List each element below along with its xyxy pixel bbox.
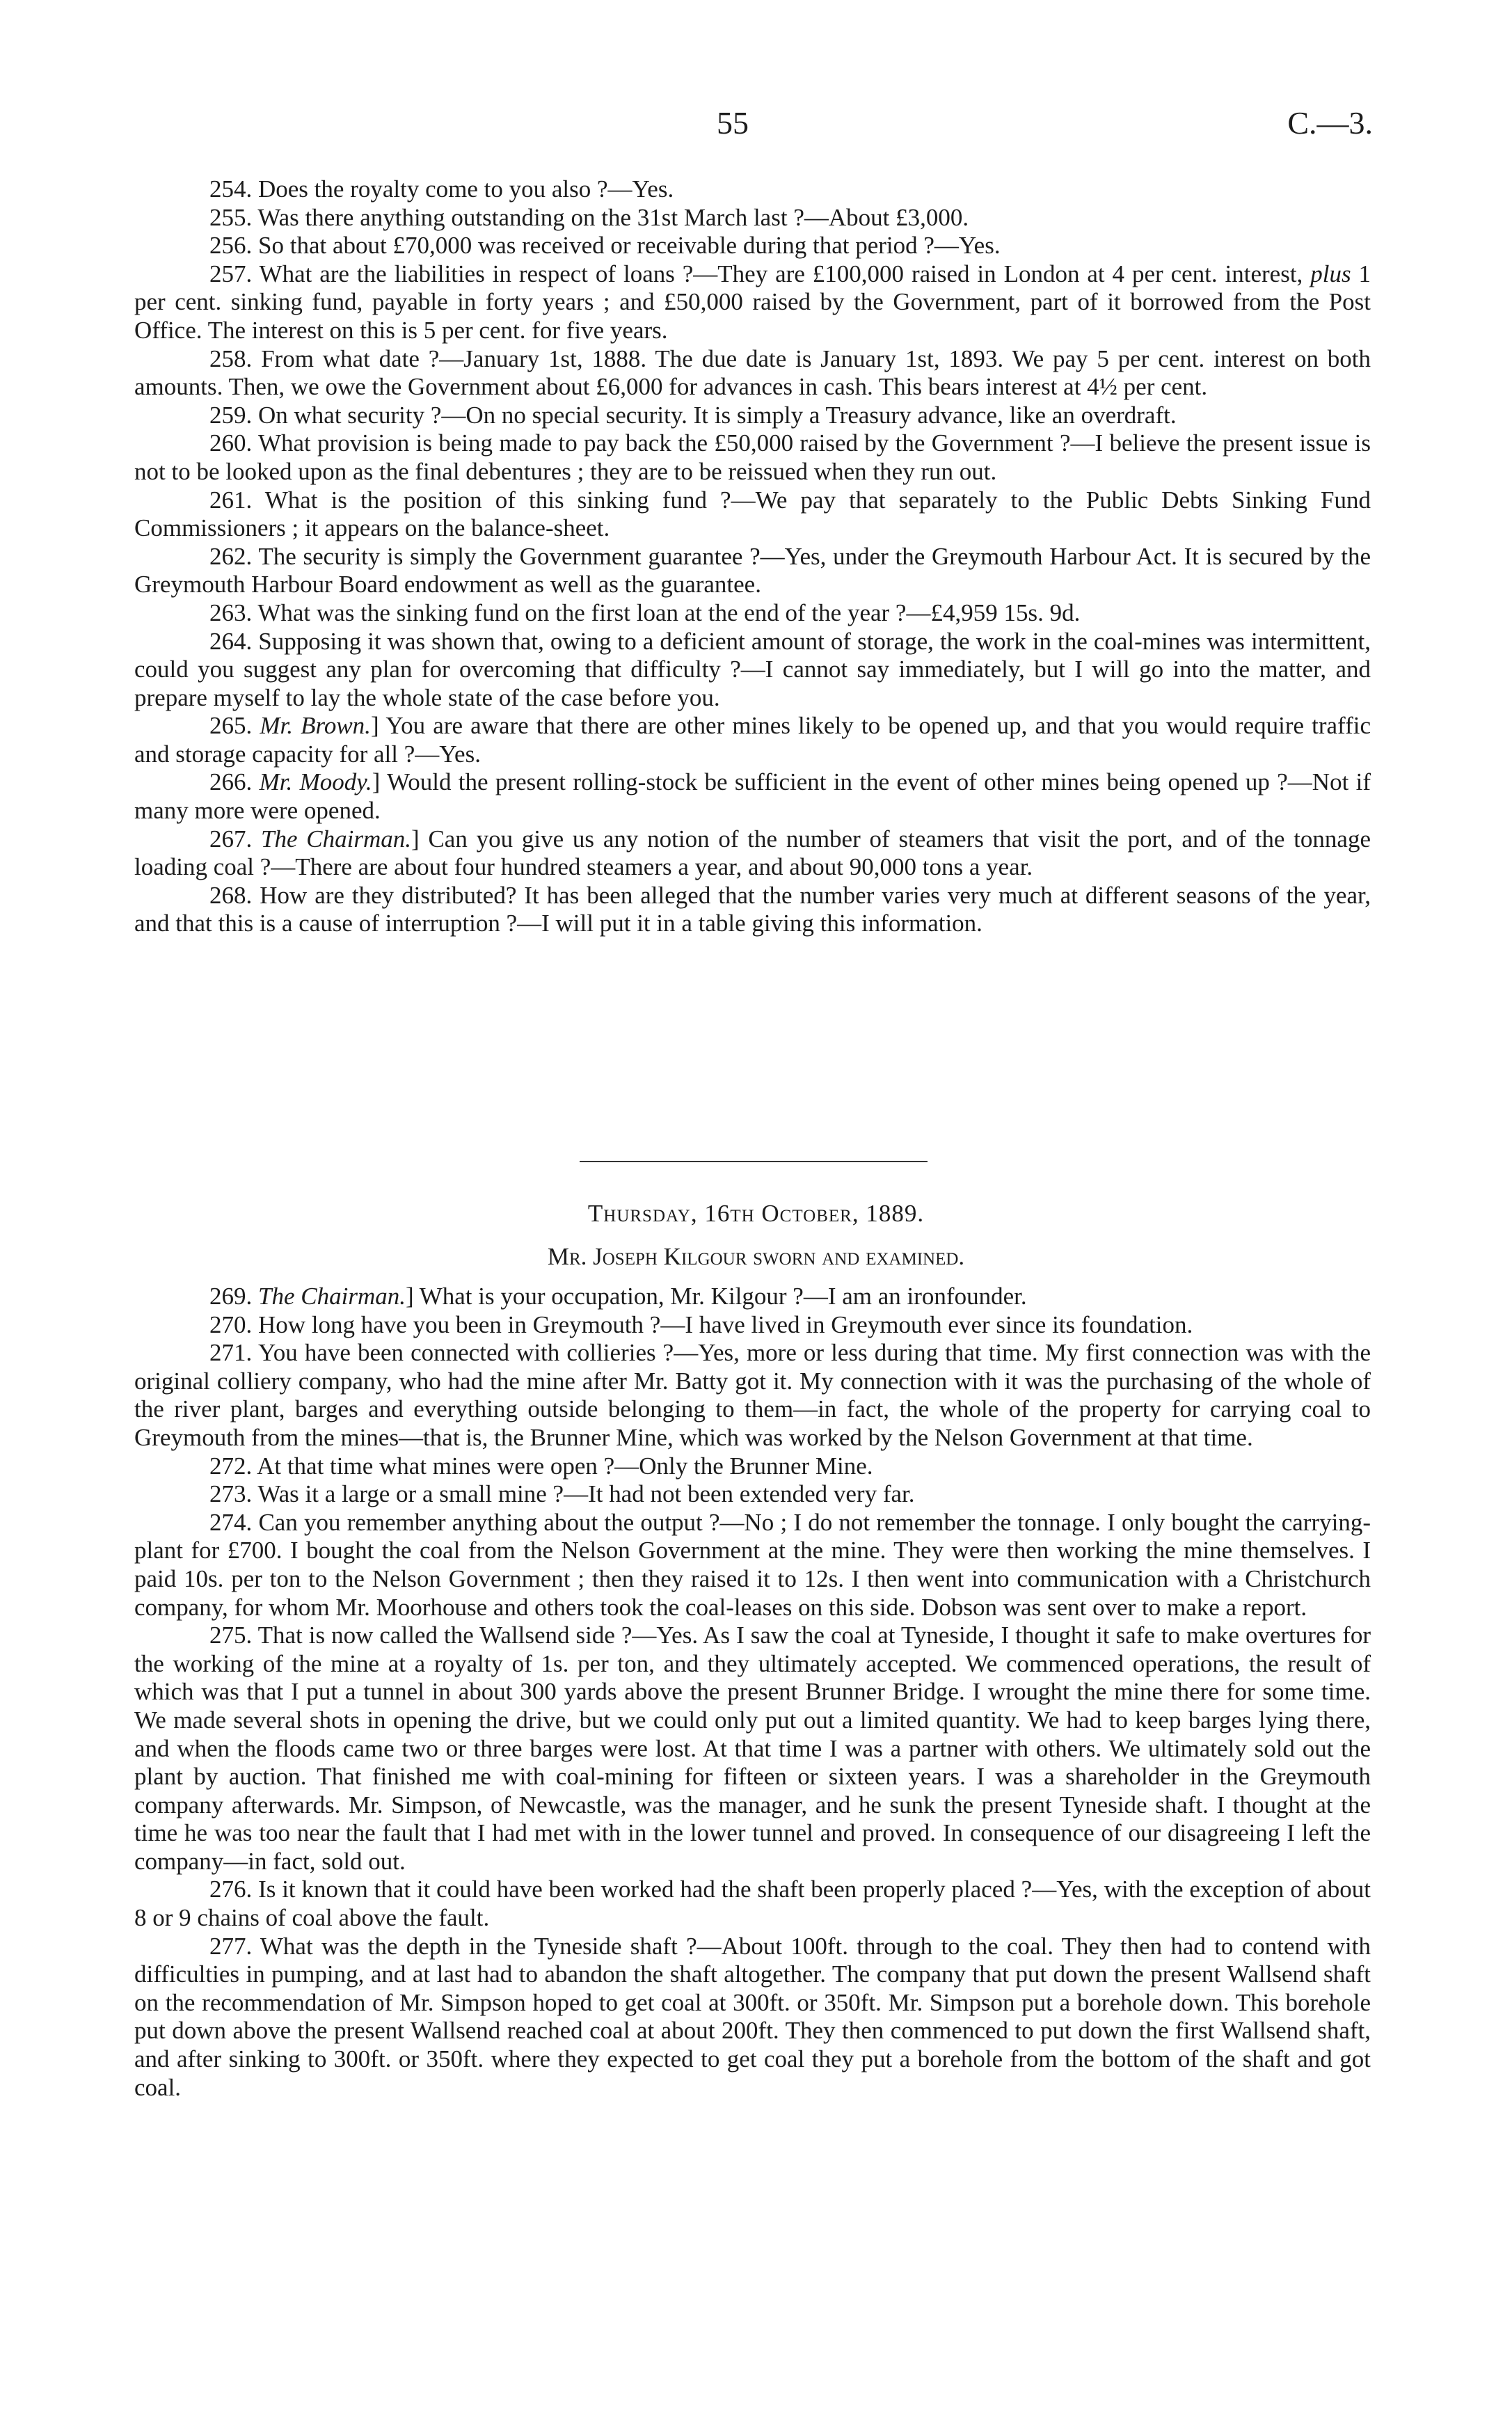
paragraph-text: 269. <box>209 1283 258 1310</box>
series-mark: C.—3. <box>1287 105 1373 141</box>
question-paragraph <box>134 1283 1371 1311</box>
question-paragraph: 263. What was the sinking fund on the first loan at the end of the year ?—£4,959 15s. 9d. <box>209 599 1081 626</box>
question-paragraph: 254. Does the royalty come to you also ?—Yes. <box>209 175 674 203</box>
paragraph-text: 267. <box>209 825 262 853</box>
paragraph-text: ] What is your occupation, Mr. Kilgour ?—I am an ironfounder. <box>405 1283 1027 1310</box>
question-paragraph: 272. At that time what mines were open ?—Only the Brunner Mine. <box>209 1452 873 1480</box>
question-paragraph: 261. What is the position of this sinking fund ?—We pay that separately to the Public Debts Sinking Fund Commissioners ; it appears on the balance-sheet. <box>134 486 1371 542</box>
question-paragraph: 262. The security is simply the Government guarantee ?—Yes, under the Greymouth Harbour Act. It is secured by the Greymouth Harbour Board endowment as well as the guarantee. <box>134 542 1371 599</box>
question-paragraph: 277. What was the depth in the Tyneside shaft ?—About 100ft. through to the coal. They then had to contend with difficulties in pumping, and at last had to abandon the shaft altogether. The company that put down the present Wallsend shaft on the recommendation of Mr. Simpson hoped to get coal at 300ft. or 350ft. Mr. Simpson put a borehole down. This borehole put down above the present Wallsend reached coal at about 200ft. They then commenced to put down the first Wallsend shaft, and after sinking to 300ft. or 350ft. where they expected to get coal they put a borehole from the bottom of the shaft and got coal. <box>134 1932 1371 2101</box>
question-paragraph <box>134 712 1371 768</box>
question-paragraph: 256. So that about £70,000 was received or receivable during that period ?—Yes. <box>209 232 1001 260</box>
question-paragraph: 270. How long have you been in Greymouth ?—I have lived in Greymouth ever since its foundation. <box>209 1310 1193 1338</box>
question-paragraph: 273. Was it a large or a small mine ?—It had not been extended very far. <box>209 1480 915 1508</box>
question-paragraph: 271. You have been connected with collieries ?—Yes, more or less during that time. My first connection was with the original colliery company, who had the mine after Mr. Batty got it. My connection with it was the purchasing of the whole of the river plant, barges and everything outside belonging to them—in fact, the whole of the property for carrying coal to Greymouth from the mines—that is, the Brunner Mine, which was worked by the Nelson Government at that time. <box>134 1339 1371 1451</box>
paragraph-text: 266. <box>209 768 260 796</box>
paragraph-text: 1 per cent. sinking fund, payable in forty years ; and £50,000 raised by the Government, part of it borrowed from the Post Office. The interest on this is 5 per cent. for five years. <box>134 260 1371 344</box>
evidence-section-2 <box>134 1283 1371 2102</box>
paragraph-text: ] You are aware that there are other mines likely to be opened up, and that you would require traffic and storage capacity for all ?—Yes. <box>134 712 1371 768</box>
session-date-heading: Thursday, 16th October, 1889. <box>587 1200 925 1227</box>
question-paragraph: 275. That is now called the Wallsend side ?—Yes. As I saw the coal at Tyneside, I thought it safe to make overtures for the working of the mine at a royalty of 1s. per ton, and they ultimately accepted. We commenced operations, the result of which was that I put a tunnel in about 300 yards above the present Brunner Bridge. I wrought the mine there for some time. We made several shots in opening the drive, but we could only put out a limited quantity. We had to keep barges lying there, and when the floods came two or three barges were lost. At that time I was a partner with others. We ultimately sold out the plant by auction. That finished me with coal-mining for fifteen or sixteen years. I was a shareholder in the Greymouth company afterwards. Mr. Simpson, of Newcastle, was the manager, and he sunk the present Tyneside shaft. I thought at the time he was too near the fault that I had met with in the lower tunnel and proved. In consequence of our disagreeing I left the company—in fact, sold out. <box>134 1622 1371 1875</box>
page-number: 55 <box>717 105 749 141</box>
evidence-section-1 <box>134 175 1371 938</box>
witness-heading: Mr. Joseph Kilgour sworn and examined. <box>547 1243 965 1270</box>
question-paragraph: 268. How are they distributed? It has been alleged that the number varies very much at different seasons of the year, and that this is a cause of interruption ?—I will put it in a table giving this information. <box>134 881 1371 937</box>
speaker-name: The Chairman. <box>261 825 412 853</box>
paragraph-text: 265. <box>209 712 260 740</box>
paragraph-text: ] Would the present rolling-stock be sufficient in the event of other mines being opened up ?—Not if many more were opened. <box>134 768 1371 825</box>
paragraph-text: ] Can you give us any notion of the number of steamers that visit the port, and of the tonnage loading coal ?—There are about four hundred steamers a year, and about 90,000 tons a year. <box>134 825 1371 881</box>
speaker-name: Mr. Moody. <box>259 768 372 796</box>
question-paragraph: 274. Can you remember anything about the output ?—No ; I do not remember the tonnage. I only bought the carrying-plant for £700. I bought the coal from the Nelson Government at the mine. They were then working the mine themselves. I paid 10s. per ton to the Nelson Government ; then they raised it to 12s. I then went into communication with a Christchurch company, for whom Mr. Moorhouse and others took the coal-leases on this side. Dobson was sent over to make a report. <box>134 1508 1371 1621</box>
question-paragraph <box>134 260 1371 345</box>
speaker-name: plus <box>1310 260 1351 287</box>
speaker-name: The Chairman. <box>258 1283 406 1310</box>
question-paragraph: 255. Was there anything outstanding on the 31st March last ?—About £3,000. <box>209 203 969 231</box>
question-paragraph: 264. Supposing it was shown that, owing to a deficient amount of storage, the work in the coal-mines was intermittent, could you suggest any plan for overcoming that difficulty ?—I cannot say immediately, but I will go into the matter, and prepare myself to lay the whole state of the case before you. <box>134 627 1371 711</box>
question-paragraph: 276. Is it known that it could have been worked had the shaft been properly placed ?—Yes, with the exception of about 8 or 9 chains of coal above the fault. <box>134 1876 1371 1932</box>
paragraph-text: 257. What are the liabilities in respect of loans ?—They are £100,000 raised in London at 4 per cent. interest, <box>209 260 1311 287</box>
question-paragraph: 260. What provision is being made to pay back the £50,000 raised by the Government ?—I believe the present issue is not to be looked upon as the final debentures ; they are to be reissued when they run out. <box>134 429 1371 485</box>
section-divider <box>580 1161 928 1162</box>
question-paragraph: 259. On what security ?—On no special security. It is simply a Treasury advance, like an overdraft. <box>209 401 1177 429</box>
question-paragraph <box>134 768 1371 825</box>
question-paragraph: 258. From what date ?—January 1st, 1888. The due date is January 1st, 1893. We pay 5 per cent. interest on both amounts. Then, we owe the Government about £6,000 for advances in cash. This bears interest at 4½ per cent. <box>134 344 1371 401</box>
page-header <box>0 104 1512 153</box>
question-paragraph <box>134 825 1371 882</box>
speaker-name: Mr. Brown. <box>260 712 371 740</box>
